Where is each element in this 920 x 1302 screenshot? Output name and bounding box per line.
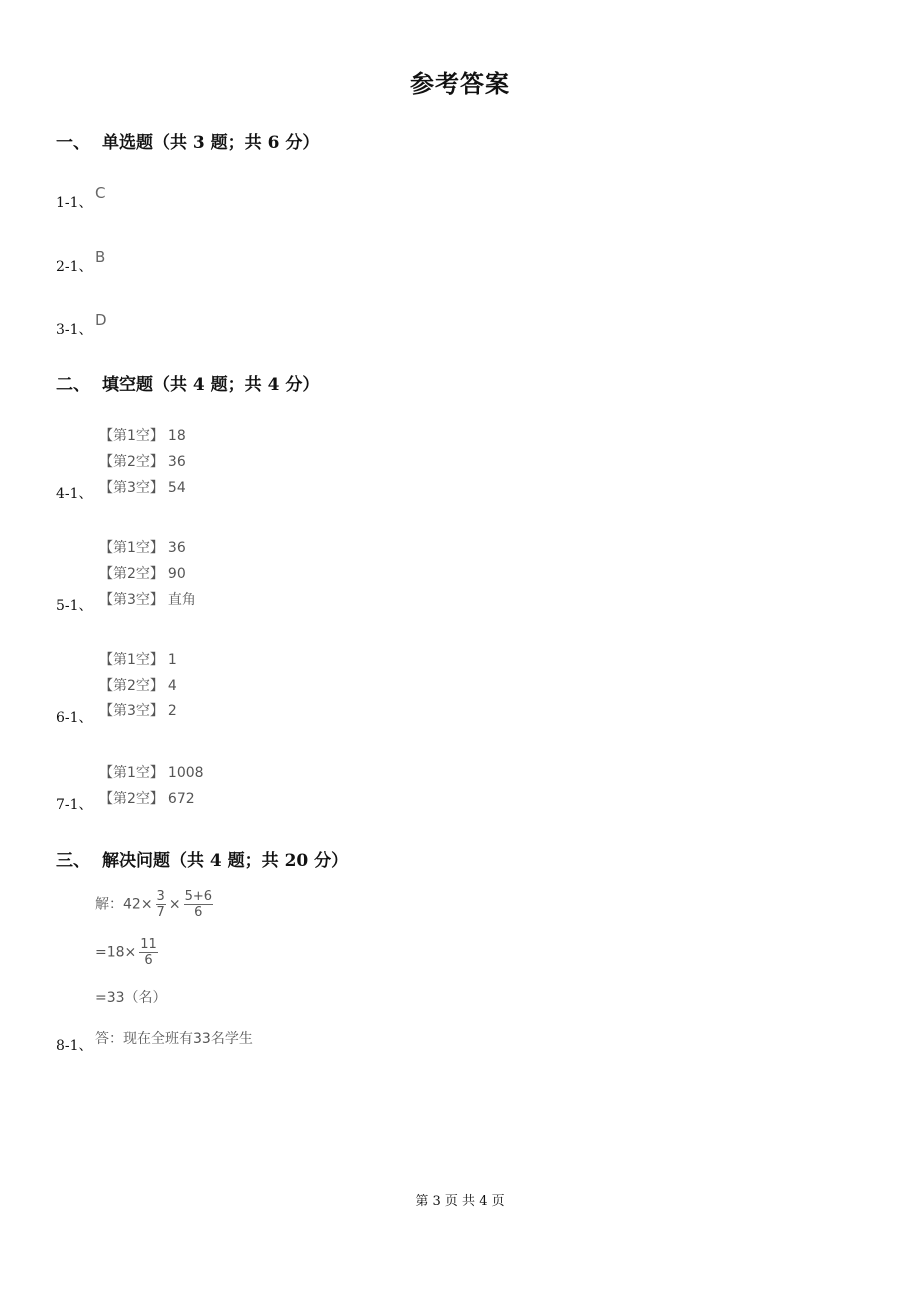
blank-label: 【第1空】	[99, 765, 164, 781]
blank-answer	[99, 451, 186, 471]
blank-label: 【第2空】	[99, 791, 164, 807]
blank-value: 90	[167, 566, 186, 582]
blank-answer	[99, 589, 196, 609]
answer-text: C	[95, 184, 106, 202]
blank-label: 【第1空】	[99, 428, 164, 444]
blank-value: 36	[167, 454, 186, 470]
section-number: 二、	[56, 375, 90, 395]
fraction-denominator: 6	[194, 905, 203, 920]
fraction	[156, 890, 166, 919]
blank-answer	[99, 477, 186, 497]
blank-value: 1008	[167, 765, 204, 781]
blank-answer	[99, 537, 186, 557]
answer-text: D	[95, 311, 107, 329]
blank-answer	[99, 762, 204, 782]
blank-answer	[99, 649, 177, 669]
section-heading-1	[56, 128, 319, 153]
solution-text: =18×	[95, 944, 137, 961]
question-number: 5-1、	[56, 598, 93, 614]
blank-label: 【第2空】	[99, 454, 164, 470]
page-footer: 第 3 页 共 4 页	[415, 1194, 505, 1209]
blank-answer	[99, 563, 186, 583]
fraction-denominator: 7	[156, 905, 165, 920]
fraction-numerator: 5+6	[184, 889, 212, 904]
solution-line-3: =33（名）	[95, 990, 167, 1006]
blank-answer	[99, 675, 177, 695]
blank-label: 【第3空】	[99, 480, 164, 496]
question-number: 1-1、	[56, 195, 93, 211]
solution-line-2	[95, 938, 161, 967]
fraction	[184, 890, 213, 919]
section-label: 解决问题（共 4 题；共 20 分）	[102, 851, 349, 871]
section-number: 一、	[56, 133, 90, 153]
solution-text: 解：42×	[95, 896, 153, 913]
section-label: 单选题（共 3 题；共 6 分）	[102, 133, 320, 153]
section-label: 填空题（共 4 题；共 4 分）	[102, 375, 320, 395]
fraction-numerator: 3	[156, 889, 165, 904]
solution-answer: 答：现在全班有33名学生	[95, 1031, 253, 1047]
question-number: 8-1、	[56, 1038, 93, 1054]
question-number: 6-1、	[56, 710, 93, 726]
blank-value: 672	[167, 791, 195, 807]
blank-value: 54	[167, 480, 186, 496]
blank-value: 直角	[167, 592, 196, 608]
blank-label: 【第1空】	[99, 540, 164, 556]
question-number: 4-1、	[56, 486, 93, 502]
blank-label: 【第1空】	[99, 652, 164, 668]
blank-answer	[99, 788, 195, 808]
fraction	[139, 938, 158, 967]
page-title: 参考答案	[410, 69, 510, 98]
answer-text: B	[95, 248, 106, 266]
section-heading-2	[56, 370, 319, 395]
question-number: 2-1、	[56, 259, 93, 275]
solution-line-1	[95, 890, 216, 919]
section-number: 三、	[56, 851, 90, 871]
times-sign: ×	[168, 896, 181, 913]
blank-label: 【第2空】	[99, 566, 164, 582]
question-number: 7-1、	[56, 797, 93, 813]
blank-label: 【第2空】	[99, 678, 164, 694]
blank-value: 1	[167, 652, 177, 668]
section-heading-3	[56, 846, 348, 871]
blank-answer	[99, 425, 186, 445]
fraction-denominator: 6	[144, 953, 153, 968]
question-number: 3-1、	[56, 322, 93, 338]
fraction-numerator: 11	[140, 937, 157, 952]
blank-value: 4	[167, 678, 177, 694]
blank-value: 2	[167, 703, 177, 719]
blank-answer	[99, 700, 177, 720]
blank-value: 18	[167, 428, 186, 444]
blank-label: 【第3空】	[99, 592, 164, 608]
blank-label: 【第3空】	[99, 703, 164, 719]
blank-value: 36	[167, 540, 186, 556]
